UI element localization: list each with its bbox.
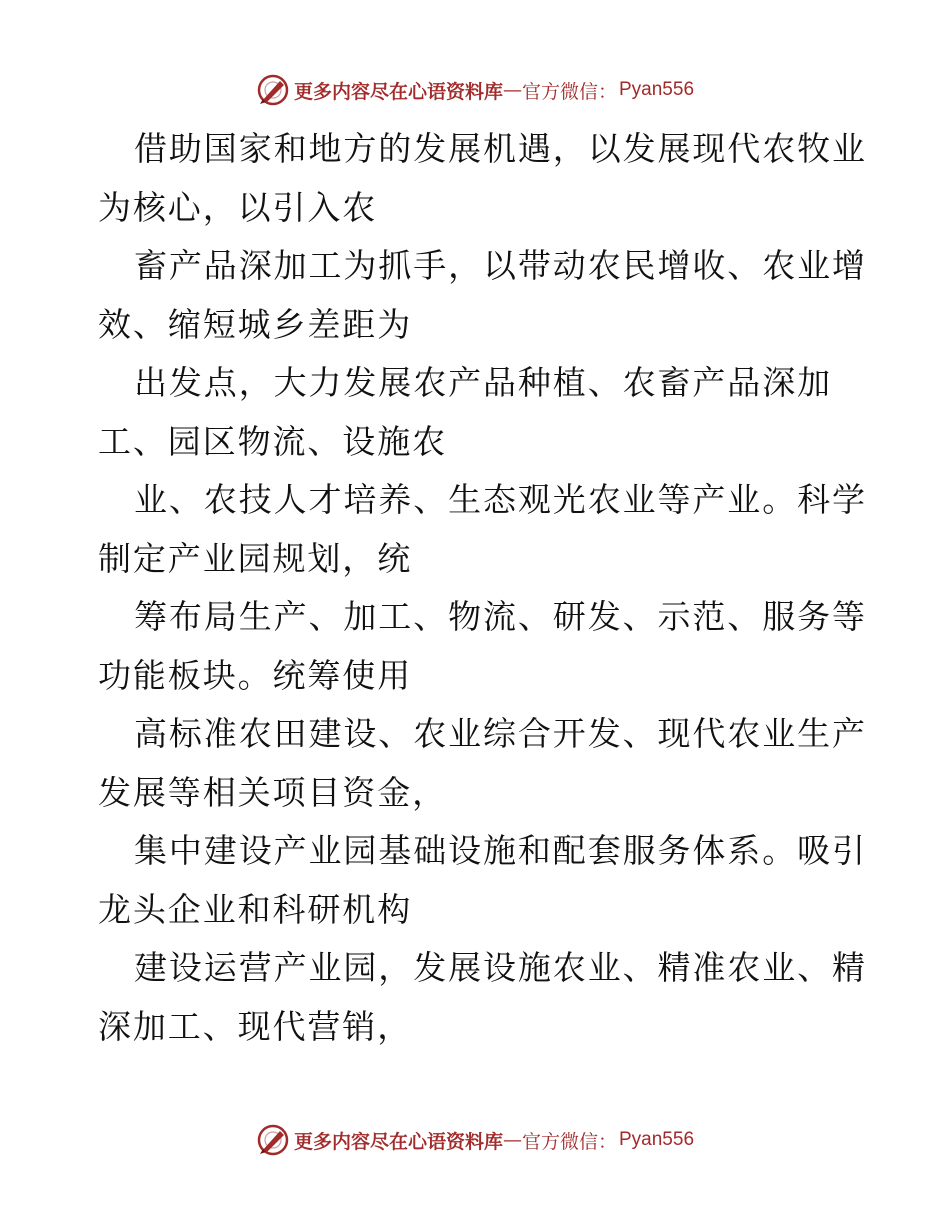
- paragraph-line: 工、园区物流、设施农: [98, 421, 447, 461]
- footer-separator: —: [502, 1129, 522, 1151]
- paragraph-line: 出发点，大力发展农产品种植、农畜产品深加: [134, 363, 832, 402]
- paragraph: [98, 237, 867, 354]
- header-wechat-label: 官方微信：: [521, 80, 617, 103]
- paragraph: [98, 471, 867, 588]
- paragraph-line: 业、农技人才培养、生态观光农业等产业。科学: [134, 480, 867, 519]
- header-banner: [0, 70, 950, 110]
- paragraph-line: 筹布局生产、加工、物流、研发、示范、服务等: [134, 597, 867, 636]
- paragraph: [98, 354, 858, 471]
- footer-wechat-id: Pyan556: [619, 1129, 695, 1150]
- paragraph: [98, 939, 867, 1056]
- paragraph-line: 畜产品深加工为抓手，以带动农民增收、农业增: [134, 246, 867, 285]
- paragraph-line: 建设运营产业园，发展设施农业、精准农业、精: [134, 948, 867, 987]
- document-body: [98, 120, 867, 1056]
- paragraph-line: 借助国家和地方的发展机遇，以发展现代农牧业: [134, 129, 867, 168]
- footer-text: 更多内容尽在心语资料库: [293, 1130, 503, 1153]
- paragraph-line: 发展等相关项目资金，: [98, 772, 447, 812]
- paragraph: [98, 822, 867, 939]
- paragraph-line: 效、缩短城乡差距为: [98, 304, 413, 344]
- paragraph-line: 龙头企业和科研机构: [98, 889, 413, 929]
- paragraph-line: 为核心，以引入农: [98, 187, 378, 227]
- footer-banner: [0, 1120, 950, 1160]
- footer-wechat-label: 官方微信：: [521, 1130, 617, 1153]
- pen-logo-icon: [256, 1123, 290, 1157]
- paragraph-line: 功能板块。统筹使用: [98, 655, 413, 695]
- header-separator: —: [502, 79, 522, 101]
- paragraph-line: 制定产业园规划，统: [98, 538, 413, 578]
- paragraph: [98, 705, 867, 822]
- header-text: 更多内容尽在心语资料库: [293, 80, 503, 103]
- paragraph-line: 高标准农田建设、农业综合开发、现代农业生产: [134, 714, 867, 753]
- paragraph-line: 集中建设产业园基础设施和配套服务体系。吸引: [134, 831, 867, 870]
- paragraph: [98, 120, 867, 237]
- paragraph: [98, 588, 867, 705]
- paragraph-line: 深加工、现代营销，: [98, 1006, 413, 1046]
- header-wechat-id: Pyan556: [619, 79, 695, 100]
- pen-logo-icon: [256, 73, 290, 107]
